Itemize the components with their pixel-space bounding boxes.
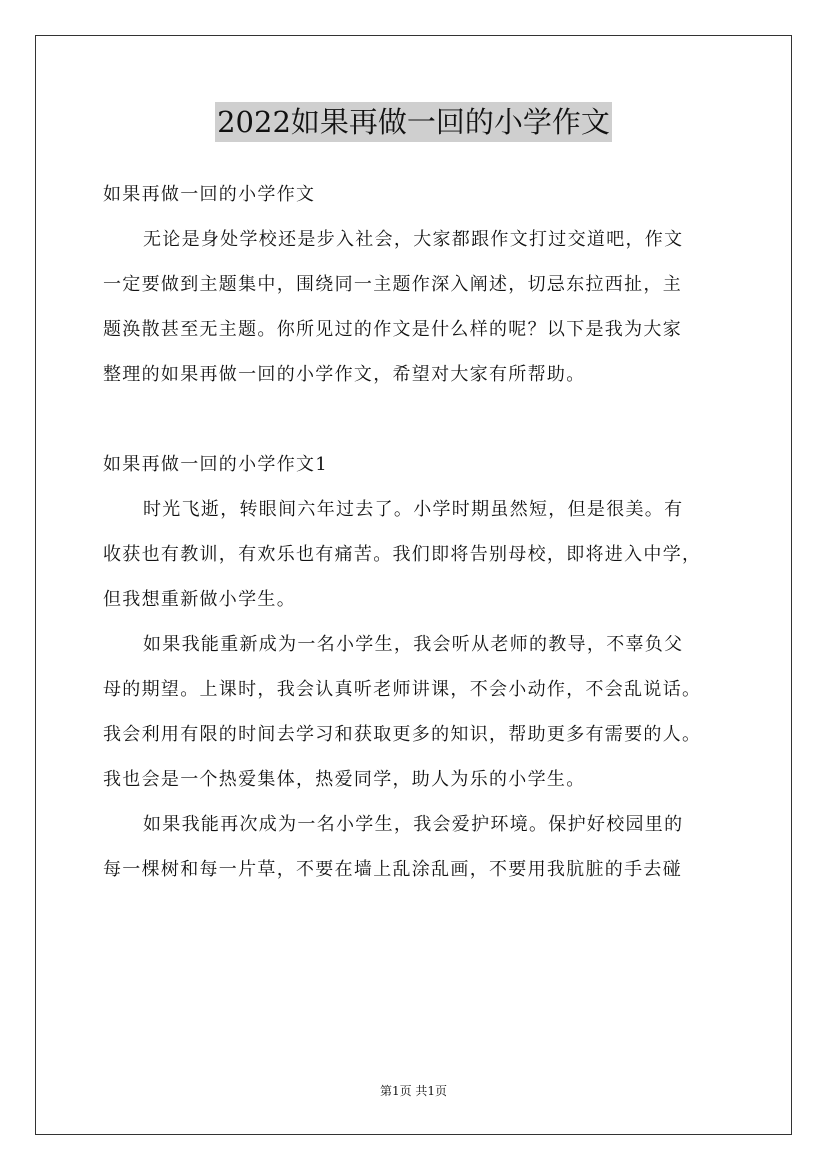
line-7: 时光飞逝，转眼间六年过去了。小学时期虽然短，但是很美。有 [143,499,684,520]
line-1: 无论是身处学校还是步入社会，大家都跟作文打过交道吧，作文 [143,229,684,250]
line-8: 收获也有教训，有欢乐也有痛苦。我们即将告别母校，即将进入中学， [103,544,702,565]
line-6: 如果再做一回的小学作文1 [103,454,329,475]
line-9: 但我想重新做小学生。 [103,589,296,610]
line-10: 如果我能重新成为一名小学生，我会听从老师的教导，不辜负父 [143,634,684,655]
line-5 [103,397,729,442]
line-3: 题涣散甚至无主题。你所见过的作文是什么样的呢？以下是我为大家 [103,319,682,340]
line-11: 母的期望。上课时，我会认真听老师讲课，不会小动作，不会乱说话。 [103,679,702,700]
line-2: 一定要做到主题集中，围绕同一主题作深入阐述，切忌东拉西扯，主 [103,274,682,295]
line-4: 整理的如果再做一回的小学作文，希望对大家有所帮助。 [103,364,586,385]
line-14: 如果我能再次成为一名小学生，我会爱护环境。保护好校园里的 [143,814,684,835]
document-body [103,172,729,892]
page-footer: 第1页 共1页 [379,1084,448,1098]
line-0: 如果再做一回的小学作文 [103,184,316,205]
document-title: 2022如果再做一回的小学作文 [215,102,612,142]
line-15: 每一棵树和每一片草，不要在墙上乱涂乱画，不要用我肮脏的手去碰 [103,859,682,880]
line-12: 我会利用有限的时间去学习和获取更多的知识，帮助更多有需要的人。 [103,724,702,745]
title-container [0,102,827,142]
line-13: 我也会是一个热爱集体，热爱同学，助人为乐的小学生。 [103,769,586,790]
